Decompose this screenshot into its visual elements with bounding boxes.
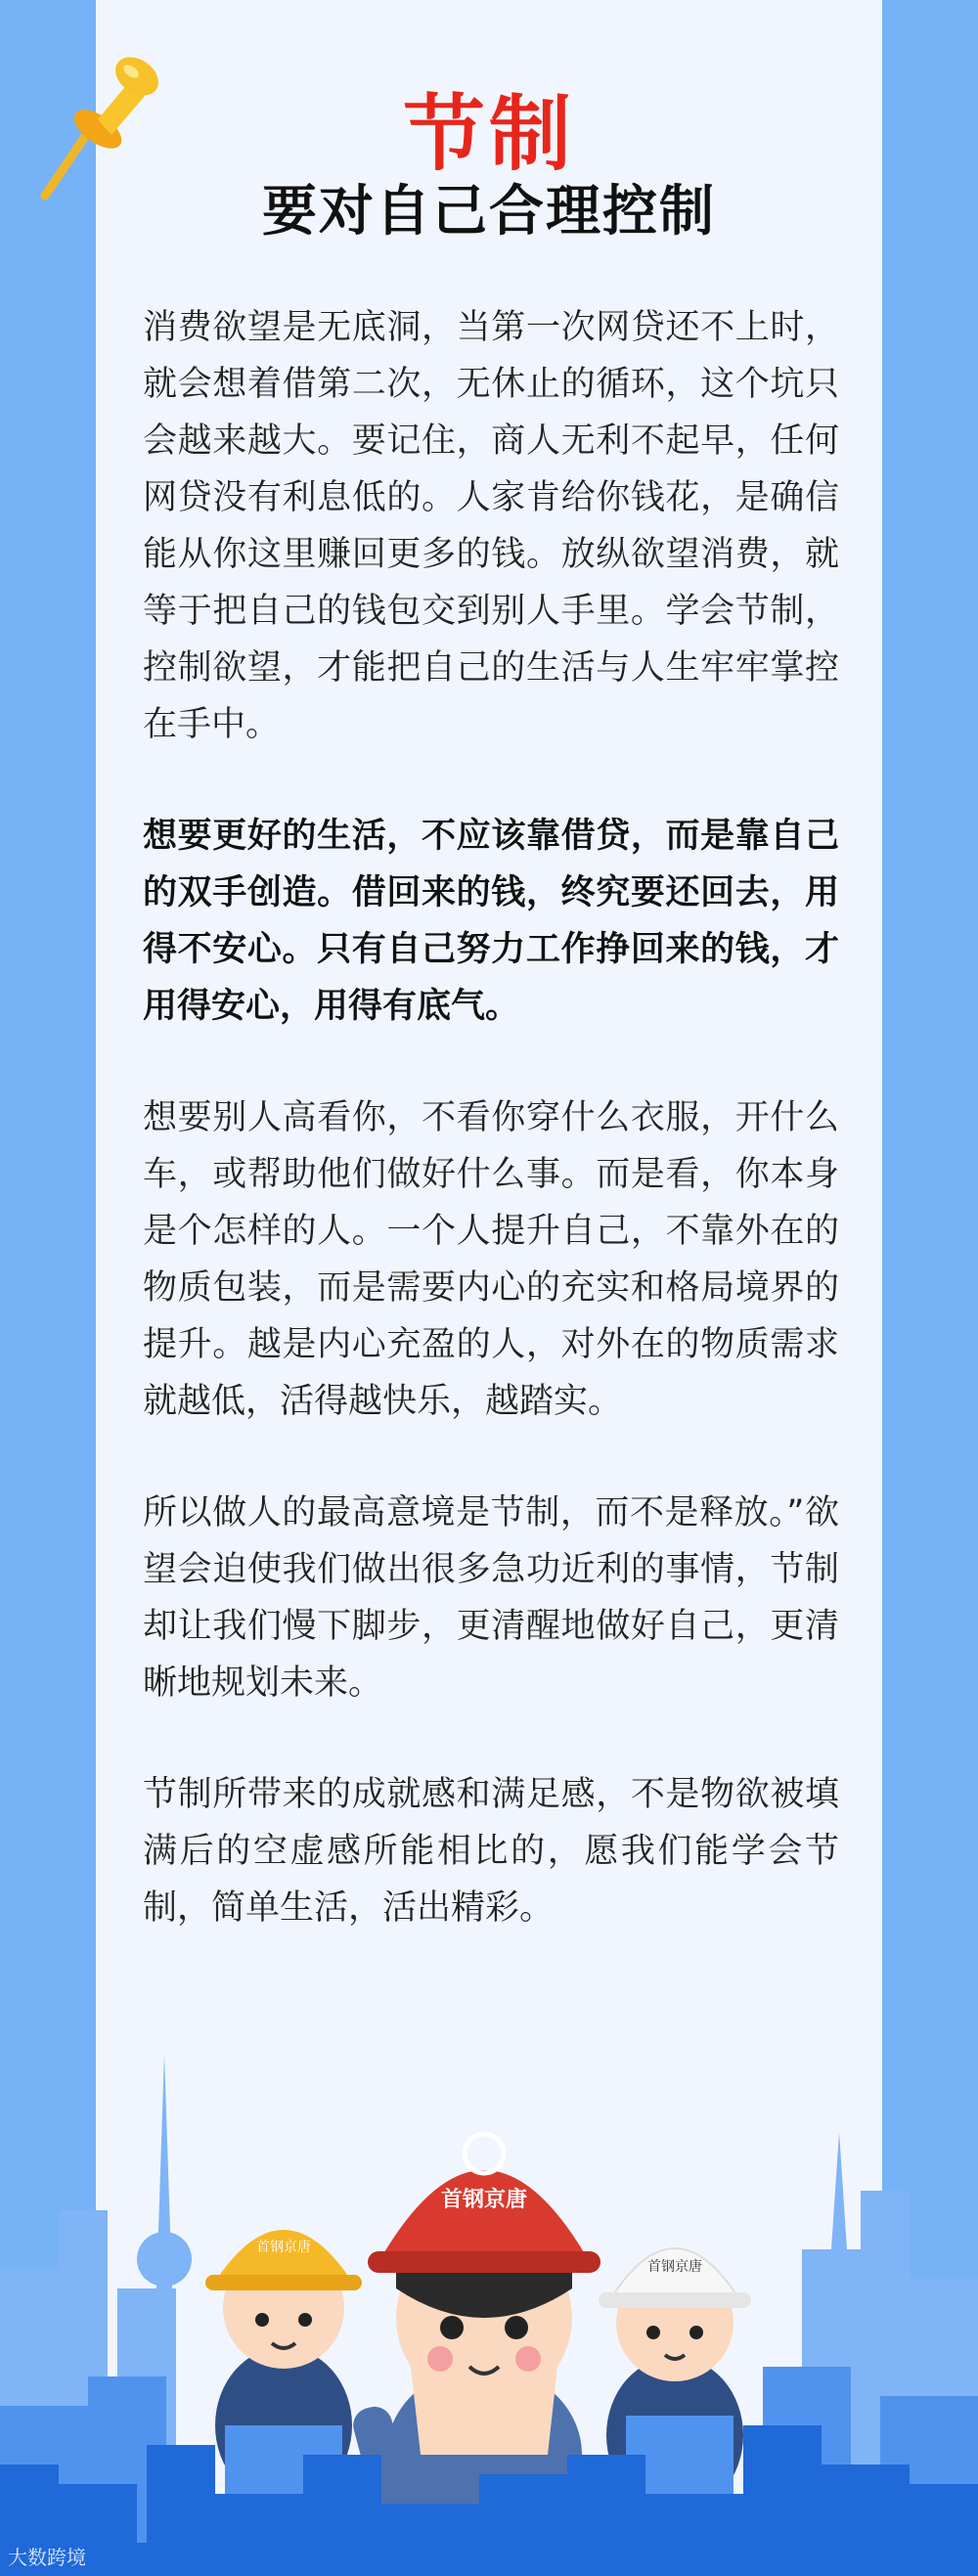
paragraph-2: 想要更好的生活，不应该靠借贷，而是靠自己的双手创造。借回来的钱，终究要还回去，用得不安心。只有自己努力工作挣回来的钱，才用得安心，用得有底气。 bbox=[143, 817, 839, 1026]
paragraph-5: 节制所带来的成就感和满足感，不是物欲被填满后的空虚感所能相比的，愿我们能学会节制，简单生活，活出精彩。 bbox=[143, 1775, 839, 1928]
paragraph-4: 所以做人的最高意境是节制，而不是释放。”欲望会迫使我们做出很多急功近利的事情，节制却让我们慢下脚步，更清醒地做好自己，更清晰地规划未来。 bbox=[143, 1493, 839, 1703]
page-subtitle: 要对自己合理控制 bbox=[262, 180, 716, 244]
page-title: 节制 bbox=[402, 86, 575, 182]
article-body bbox=[143, 299, 839, 1991]
helmet-logo-text-white: 首钢京唐 bbox=[647, 2259, 702, 2275]
watermark: 大数跨境 bbox=[8, 2546, 86, 2569]
helmet-logo-text-yellow: 首钢京唐 bbox=[256, 2240, 311, 2255]
illustration bbox=[0, 1995, 978, 2576]
paragraph-1: 消费欲望是无底洞，当第一次网贷还不上时，就会想着借第二次，无休止的循环，这个坑只会越来越大。要记住，商人无利不起早，任何网贷没有利息低的。人家肯给你钱花，是确信能从你这里赚回更多的钱。放纵欲望消费，就等于把自己的钱包交到别人手里。学会节制，控制欲望，才能把自己的生活与人生牢牢掌控在手中。 bbox=[143, 308, 839, 744]
helmet-logo-text-red: 首钢京唐 bbox=[440, 2188, 528, 2212]
paragraph-3: 想要别人高看你，不看你穿什么衣服，开什么车，或帮助他们做好什么事。而是看，你本身是个怎样的人。一个人提升自己，不靠外在的物质包装，而是需要内心的充实和格局境界的提升。越是内心充盈的人，对外在的物质需求就越低，活得越快乐，越踏实。 bbox=[143, 1098, 839, 1421]
